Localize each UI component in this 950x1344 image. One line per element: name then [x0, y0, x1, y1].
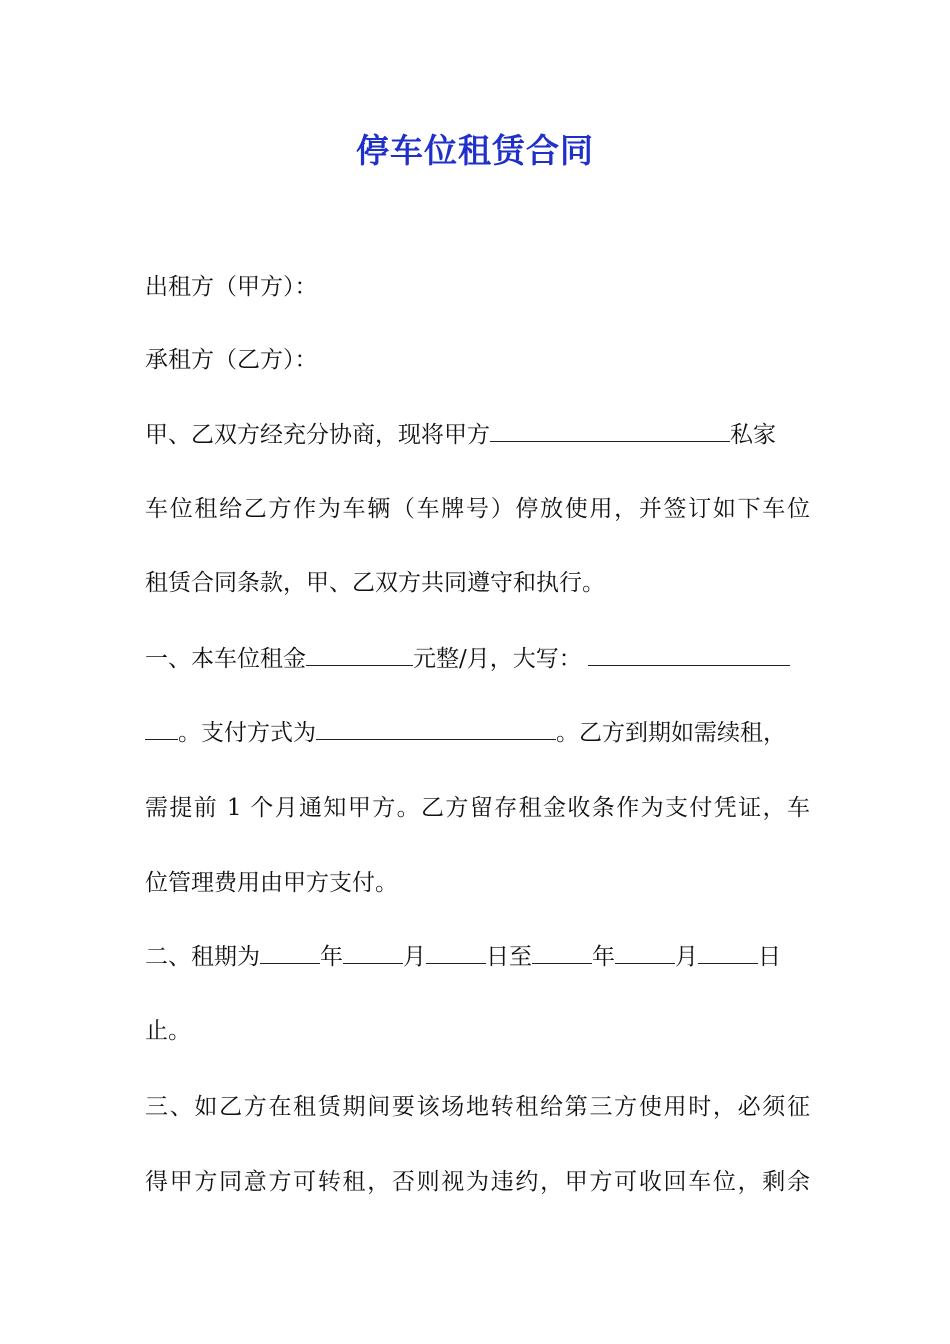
fill-blank — [306, 643, 413, 666]
fill-blank — [316, 717, 556, 740]
lessee-line: 承租方（乙方）： — [145, 347, 318, 373]
clause2-year: 年 — [320, 944, 343, 970]
clause2-month: 月 — [403, 944, 426, 970]
fill-blank — [615, 941, 675, 964]
intro-text-1: 甲、乙双方经充分协商，现将甲方 — [145, 422, 490, 448]
clause3-line-1: 三、如乙方在租赁期间要该场地转租给第三方使用时，必须征 — [145, 1094, 810, 1120]
clause3-line-2: 得甲方同意方可转租，否则视为违约，甲方可收回车位，剩余 — [145, 1169, 810, 1195]
lessor-line: 出租方（甲方）： — [145, 274, 318, 300]
intro-line-3: 租赁合同条款，甲、乙双方共同遵守和执行。 — [145, 570, 605, 596]
fill-blank — [260, 941, 320, 964]
fill-blank — [698, 941, 758, 964]
clause1-line-4: 位管理费用由甲方支付。 — [145, 870, 398, 896]
intro-line-2: 车位租给乙方作为车辆（车牌号）停放使用，并签订如下车位 — [145, 496, 810, 522]
clause1-text-4: 。乙方到期如需续租， — [556, 720, 786, 746]
clause1-text-3: 。支付方式为 — [178, 720, 316, 746]
clause1-text-1: 一、本车位租金 — [145, 646, 306, 672]
fill-blank — [343, 941, 403, 964]
clause2-line-1 — [145, 940, 810, 974]
clause2-day-to: 日至 — [486, 944, 532, 970]
clause1-line-3: 需提前 1 个月通知甲方。乙方留存租金收条作为支付凭证，车 — [145, 795, 810, 821]
clause2-prefix: 二、租期为 — [145, 944, 260, 970]
clause1-line-2 — [145, 716, 810, 750]
fill-blank — [490, 419, 730, 442]
clause1-line-1 — [145, 642, 810, 676]
fill-blank — [426, 941, 486, 964]
clause2-month-2: 月 — [675, 944, 698, 970]
clause1-text-2: 元整/月，大写： — [413, 646, 582, 672]
fill-blank — [532, 941, 592, 964]
intro-line-1 — [145, 418, 810, 452]
fill-blank — [588, 643, 790, 666]
page-title: 停车位租赁合同 — [356, 131, 594, 170]
clause2-year-2: 年 — [592, 944, 615, 970]
fill-blank — [145, 717, 178, 740]
clause2-line-2: 止。 — [145, 1018, 191, 1044]
intro-text-2: 私家 — [730, 422, 776, 448]
clause2-day: 日 — [758, 944, 781, 970]
